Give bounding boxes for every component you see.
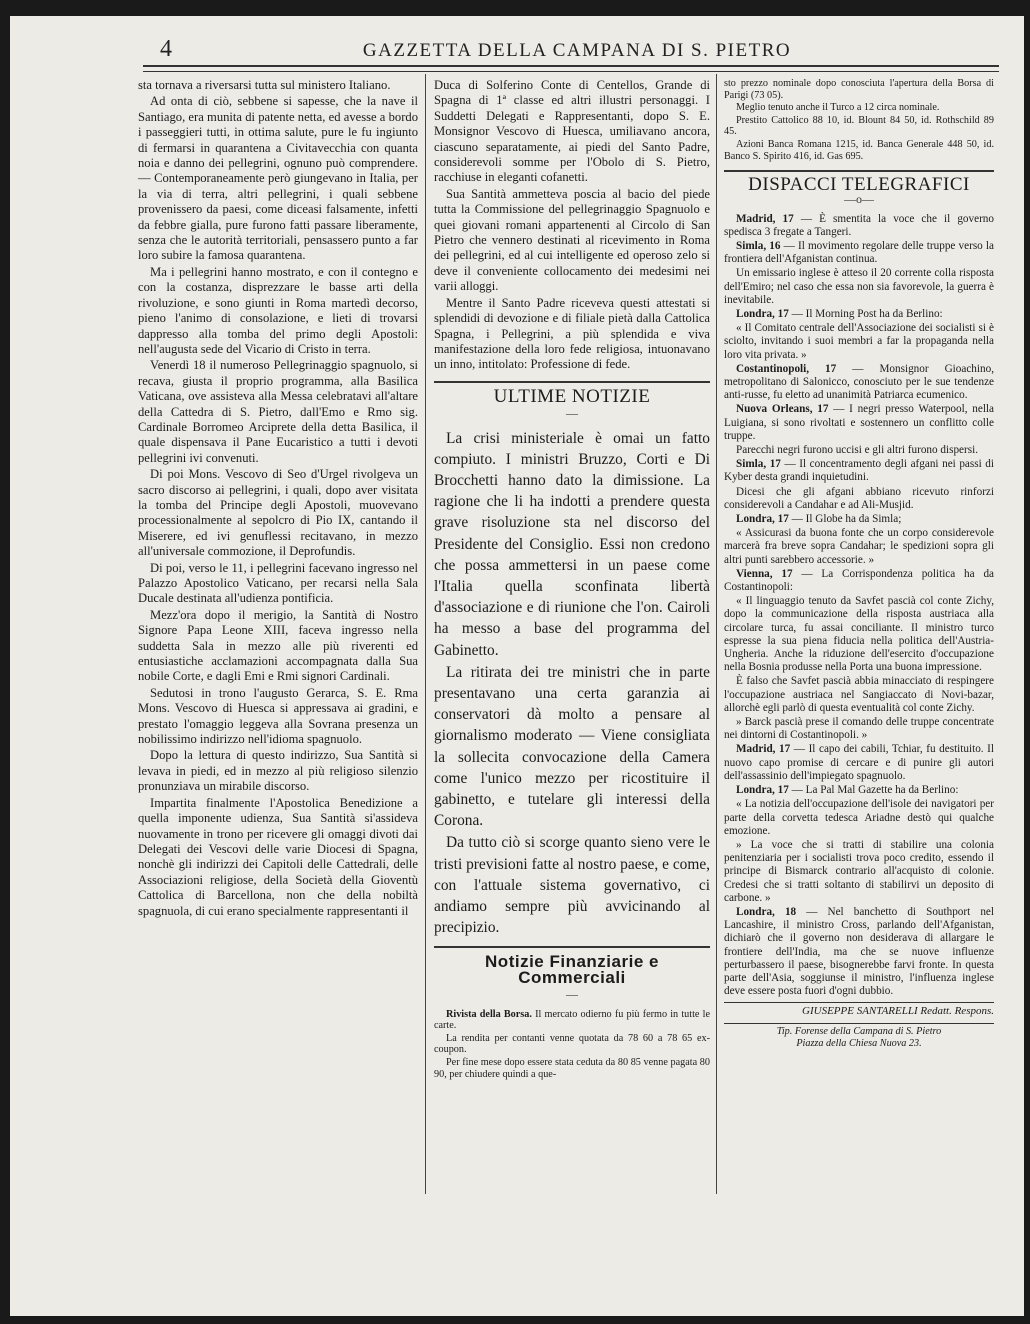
finance-body	[434, 1009, 710, 1081]
dispatch-text: — È smentita la voce che il governo spedisca 3 fregate a Tangeri.	[724, 212, 994, 238]
dispatch-text: — I negri presso Waterpool, nella Luigiana, si sono rivoltati e sostennero un conflitto colle truppe.	[724, 403, 994, 442]
column-divider	[425, 74, 426, 1194]
section-separator: —	[566, 987, 578, 1002]
dispatch-item	[724, 308, 994, 321]
newspaper-page	[10, 16, 1024, 1316]
section-title-ultime-notizie: ULTIME NOTIZIE	[493, 385, 651, 407]
paragraph: Dopo la lettura di questo indirizzo, Sua Santità si levava in piedi, ed in mezzo al più religioso silenzio pronunziava un mirabile discorso.	[138, 748, 418, 794]
paragraph: La rendita per contanti venne quotata da 78 60 a 78 65 ex-coupon.	[434, 1032, 710, 1056]
dispatch-text: — Nel banchetto di Southport nel Lancashire, il ministro Cross, parlando dell'Afganistan, dichiarò che il governo non desiderava di allargare le frontiere dell'India, ma che se nuove influenze perturbassero il paese, bisognerebbe farvi fronte. In questa parte dell'Asia, soggiunse il ministro, l'influenza inglese deve essere posta fuori d'ogni dubbio.	[724, 905, 994, 998]
dispatch-text: — Il movimento regolare delle truppe verso la frontiera dell'Afganistan continua.	[724, 239, 994, 266]
dispatch-item	[724, 595, 994, 674]
ultime-notizie-body	[434, 428, 710, 939]
section-title-dispacci: DISPACCI TELEGRAFICI	[748, 174, 970, 196]
paragraph: Da tutto ciò si scorge quanto sieno vere le tristi previsioni fatte al nostro paese, e come, con l'attuale sistema governativo, ci andiamo sempre più avvicinando al precipizio.	[434, 834, 710, 937]
paragraph: Venerdì 18 il numeroso Pellegrinaggio spagnuolo, si recava, giusta il proprio programma, alla Basilica Vaticana, ove assisteva alla Messa celebratavi all'altare della Cattedra di S. Pietro, dall'Emo e Rmo sig. Cardinale Borromeo Arciprete della detta Basilica, il quale dispensava il Pane Eucaristico a tutti i devoti pellegrini ivi convenuti.	[138, 358, 418, 465]
dispatch-dateline: Nuova Orleans, 17	[736, 403, 829, 416]
paragraph: sta tornava a riversarsi tutta sul ministero Italiano.	[138, 78, 391, 92]
page-header	[160, 36, 994, 62]
printer-line: Piazza della Chiesa Nuova 23.	[796, 1037, 922, 1049]
dispatch-item	[724, 363, 994, 403]
dispatch-item	[724, 798, 994, 838]
paragraph: La crisi ministeriale è omai un fatto compiuto. I ministri Bruzzo, Corti e Di Brocchetti hanno dato la dimissione. La ragione che li ha indotti a prendere questa grave risoluzione sta nel discorso del Presidente del Consiglio. Essi non credono che possa ammettersi in un paese come l'Italia quella sconfinata libertà d'associazione e di riunione che l'on. Cairoli ha messo a base del programma del Gabinetto.	[434, 429, 710, 659]
dispatch-text: Dicesi che gli afgani abbiano ricevuto rinforzi considerevoli a Candahar e ad Ali-Musjid.	[724, 485, 994, 511]
dispatch-text: « Il linguaggio tenuto da Savfet pascià col conte Zichy, dopo la communicazione della risposta austriaca alla circolare turca, fu assai conciliante. Il ministro turco espresse la sua piena fiducia nella politica dell'Austria-Ungheria. Anche la riduzione dell'esercito d'occupazione nella Bosnia produsse nella Porta una buona impressione.	[724, 595, 994, 674]
paragraph: Impartita finalmente l'Apostolica Benedizione a quella imponente udienza, Sua Santità si'assideva nuovamente in trono per ricevere gli omaggi divoti dai Delegati dei Vescovi delle varie Diocesi di Spagna, nonchè gli indirizzi dei Capitoli delle Cattedrali, delle Associazioni religiose, della Società della Gioventù Cattolica di Barcellona, non che della nobiltà spagnuola, di cui erano specialmente rappresentanti il	[138, 795, 418, 918]
dispatch-item	[724, 267, 994, 307]
dispatch-item	[724, 444, 994, 457]
paragraph: Mezz'ora dopo il merigio, la Santità di Nostro Signore Papa Leone XIII, faceva ingresso nella suddetta Sala in mezzo alle più riverenti ed entusiastiche acclamazioni accompagnata dalla Sua nobile Corte, e dagli Emi e Rmi signori Cardinali.	[138, 607, 418, 684]
paragraph: Ad onta di ciò, sebbene si sapesse, che la nave il Santiago, era munita di patente netta, ed avesse a bordo i passeggieri tutti, in ottima salute, pure le fu ingiunto di fermarsi in quarantena a Civitavecchia con quanta noia e danno dei pellegrini, ognuno può comprendere.— Contemporaneamente però giungevano in Italia, per la via di terra, altri pellegrini, i quali sebbene provenissero da paesi, come diceasi falsamente, infetti da febbre gialla, pure furono fatti passare liberamente, senza che le autorità territoriali, pensassero punto a far loro subire la famosa quarantena.	[138, 94, 418, 263]
paragraph: Prestito Cattolico 88 10, id. Blount 84 50, id. Rothschild 89 45.	[724, 114, 994, 138]
section-rule	[724, 170, 994, 172]
dispatch-list	[724, 213, 994, 999]
dispatch-text: È falso che Savfet pascià abbia minacciato di respingere l'occupazione austriaca nel Sangiaccato di Novi-bazar, allorchè egli parlò di questa eventualità col conte Zichy.	[724, 675, 994, 714]
dispatch-item	[724, 743, 994, 783]
paragraph: Di poi, verso le 11, i pellegrini facevano ingresso nel Palazzo Apostolico Vaticano, per recarsi nella Sala Ducale destinata all'udienza pontificia.	[138, 560, 418, 606]
paragraph: La ritirata dei tre ministri che in parte presentavano una certa garanzia ai conservatori dà molto a pensare al giornalismo moderato — Viene consigliata la sollecita convocazione della Camera come l'unico mezzo per ricostituire il gabinetto, e tutelare gli interessi della Corona.	[434, 663, 710, 830]
paragraph: Mentre il Santo Padre riceveva questi attestati si splendidi di devozione e di filiale pietà dalla Cattolica Spagna, i Pellegrini, a più splendida e viva manifestazione della loro fede religiosa, intuonavano un inno, intitolato: Professione di fede.	[434, 295, 710, 372]
dispatch-item	[724, 486, 994, 512]
dispatch-dateline: Madrid, 17	[736, 212, 794, 225]
paragraph: Azioni Banca Romana 1215, id. Banca Generale 448 50, id. Banco S. Spirito 416, id. Gas 695.	[724, 138, 994, 162]
dispatch-text: — La Pal Mal Gazette ha da Berlino:	[788, 784, 959, 797]
masthead: GAZZETTA DELLA CAMPANA DI S. PIETRO	[362, 40, 792, 61]
dispatch-text: Un emissario inglese è atteso il 20 corrente colla risposta dell'Emiro; nel caso che essa non sia favorevole, la guerra è inevitabile.	[724, 267, 994, 306]
page-number: 4	[160, 36, 172, 62]
dispatch-item	[724, 716, 994, 742]
dispatch-dateline: Costantinopoli, 17	[736, 362, 837, 375]
dispatch-dateline: Londra, 18	[736, 905, 797, 918]
column-1	[138, 78, 418, 920]
dispatch-item	[724, 839, 994, 905]
dispatch-text: « Assicurasi da buona fonte che un corpo considerevole marcerà fra breve sopra Candahar; le spedizioni sopra gli altri punti sarebbero accessorie. »	[724, 527, 994, 566]
dispatch-text: Parecchi negri furono uccisi e gli altri furono dispersi.	[736, 444, 979, 457]
section-title-finanziarie: Notizie Finanziarie e Commerciali	[485, 952, 659, 987]
dispatch-item	[724, 240, 994, 266]
editor-signature: GIUSEPPE SANTARELLI Redatt. Respons.	[802, 1005, 994, 1018]
paragraph: Sedutosi in trono l'augusto Gerarca, S. E. Rma Mons. Vescovo di Huesca si appressava ai gradini, e prestato l'omaggio leggeva alla Sovrana presenza un nobilissimo indirizzo nell'idioma spagnuolo.	[138, 685, 418, 747]
dispatch-dateline: Simla, 16	[736, 239, 781, 252]
section-separator: —o—	[844, 192, 874, 207]
dispatch-text: — La Corrispondenza politica ha da Costantinopoli:	[724, 567, 995, 594]
dispatch-dateline: Londra, 17	[736, 307, 789, 320]
footer-rule	[724, 1002, 994, 1003]
dispatch-item	[724, 458, 994, 484]
footer-rule	[724, 1023, 994, 1024]
column-2	[434, 78, 710, 1081]
dispatch-item	[724, 403, 994, 443]
paragraph: Di poi Mons. Vescovo di Seo d'Urgel rivolgeva un sacro discorso ai pellegrini, i quali, dopo aver visitata la tomba del Principe degli Apostoli, muovevano processionalmente al sepolcro di Pio IX, cantando il Miserere, ed ivi genuflessi recitavano, in mezzo all'universale commozione, il Deprofundis.	[138, 467, 418, 559]
printer-line: Tip. Forense della Campana di S. Pietro	[776, 1025, 942, 1037]
dispatch-dateline: Londra, 17	[736, 784, 789, 797]
dispatch-item	[724, 675, 994, 715]
dispatch-text: — Il Morning Post ha da Berlino:	[788, 307, 943, 320]
header-rule	[143, 65, 999, 72]
paragraph	[434, 1009, 710, 1032]
dispatch-item	[724, 213, 994, 239]
dispatch-text: — Il Globe ha da Simla;	[788, 513, 902, 526]
finance-lead: Rivista della Borsa.	[446, 1008, 532, 1020]
section-rule	[434, 381, 710, 383]
paragraph: sto prezzo nominale dopo conosciuta l'apertura della Borsa di Parigi (73 05).	[724, 78, 994, 101]
dispatch-text: — Monsignor Gioachino, metropolitano di Salonicco, conosciuto per le sue tendenze anti-russe, fu eletto ad unanimità Patriarca ecumenico.	[724, 362, 994, 402]
dispatch-text: — Il concentramento degli afgani nei passi di Kyber desta grandi inquietudini.	[724, 458, 994, 484]
finance-continued	[724, 78, 994, 162]
dispatch-item	[724, 568, 994, 594]
column-3	[724, 78, 994, 1050]
dispatch-dateline: Vienna, 17	[736, 567, 793, 580]
dispatch-text: « La notizia dell'occupazione dell'isole dei navigatori per parte della corvetta tedesca Ariadne destò qui qualche emozione.	[724, 798, 994, 837]
dispatch-item	[724, 322, 994, 362]
dispatch-text: — Il capo dei cabili, Tchiar, fu destituito. Il nuovo capo promise di cercare e di punire gli autori dell'assassinio dell'impiegato spagnuolo.	[724, 743, 994, 782]
dispatch-item	[724, 784, 994, 797]
dispatch-item	[724, 527, 994, 567]
dispatch-item	[724, 906, 994, 998]
paragraph: Sua Santità ammetteva poscia al bacio del piede tutta la Commissione del pellegrinaggio Spagnuolo e quei giovani romani appartenenti al Circolo di San Pietro che vennero destinati al ricevimento in Roma dei pellegrini, ed al cui intelligente ed operoso zelo si deve il conveniente collocamento dei medesimi nei varii alloggi.	[434, 186, 710, 294]
paragraph: Per fine mese dopo essere stata ceduta da 80 85 venne pagata 80 90, per chiudere quindi a que-	[434, 1057, 710, 1080]
finance-text: Il mercato odierno fu più fermo in tutte le carte.	[434, 1008, 710, 1032]
paragraph: Meglio tenuto anche il Turco a 12 circa nominale.	[736, 102, 940, 114]
column-divider	[716, 74, 717, 1194]
dispatch-dateline: Londra, 17	[736, 513, 789, 526]
dispatch-text: » Barck pascià prese il comando delle truppe concentrate nei dintorni di Costantinopoli. »	[724, 716, 994, 742]
dispatch-item	[724, 513, 994, 526]
paragraph: Duca di Solferino Conte di Centellos, Grande di Spagna di 1ª classe ed altri illustri personaggi. I Suddetti Delegati e Rappresentanti, dopo S. E. Monsignor Vescovo di Huesca, umiliavano ancora, ciascuno separatamente, ai piedi del Santo Padre, considerevoli somme per l'Obolo di S. Pietro, racchiuse in eleganti cofanetti.	[434, 78, 710, 185]
section-separator: —	[566, 406, 578, 421]
section-rule	[434, 946, 710, 948]
dispatch-text: » La voce che si tratti di stabilire una colonia penitenziaria per i socialisti trova poco credito, essendo il principe di Bismarck contrario all'acquisto di colonie. Credesi che si tratti soltanto di stabilirvi un deposito di carbone. »	[724, 838, 994, 904]
dispatch-dateline: Simla, 17	[736, 458, 781, 471]
dispatch-text: « Il Comitato centrale dell'Associazione dei socialisti si è sciolto, invitando i suoi membri a far la propaganda nella loro vita privata. »	[724, 322, 994, 361]
paragraph: Ma i pellegrini hanno mostrato, e con il contegno e con la costanza, disprezzare le basse arti della rivoluzione, e sono giunti in Roma martedì decorso, pieno l'animo di consolazione, e lieti di trovarsi dappresso alla tomba del primo degli Apostoli: nell'augusta sede del Vicario di Cristo in terra.	[138, 264, 418, 356]
dispatch-dateline: Madrid, 17	[736, 743, 791, 756]
